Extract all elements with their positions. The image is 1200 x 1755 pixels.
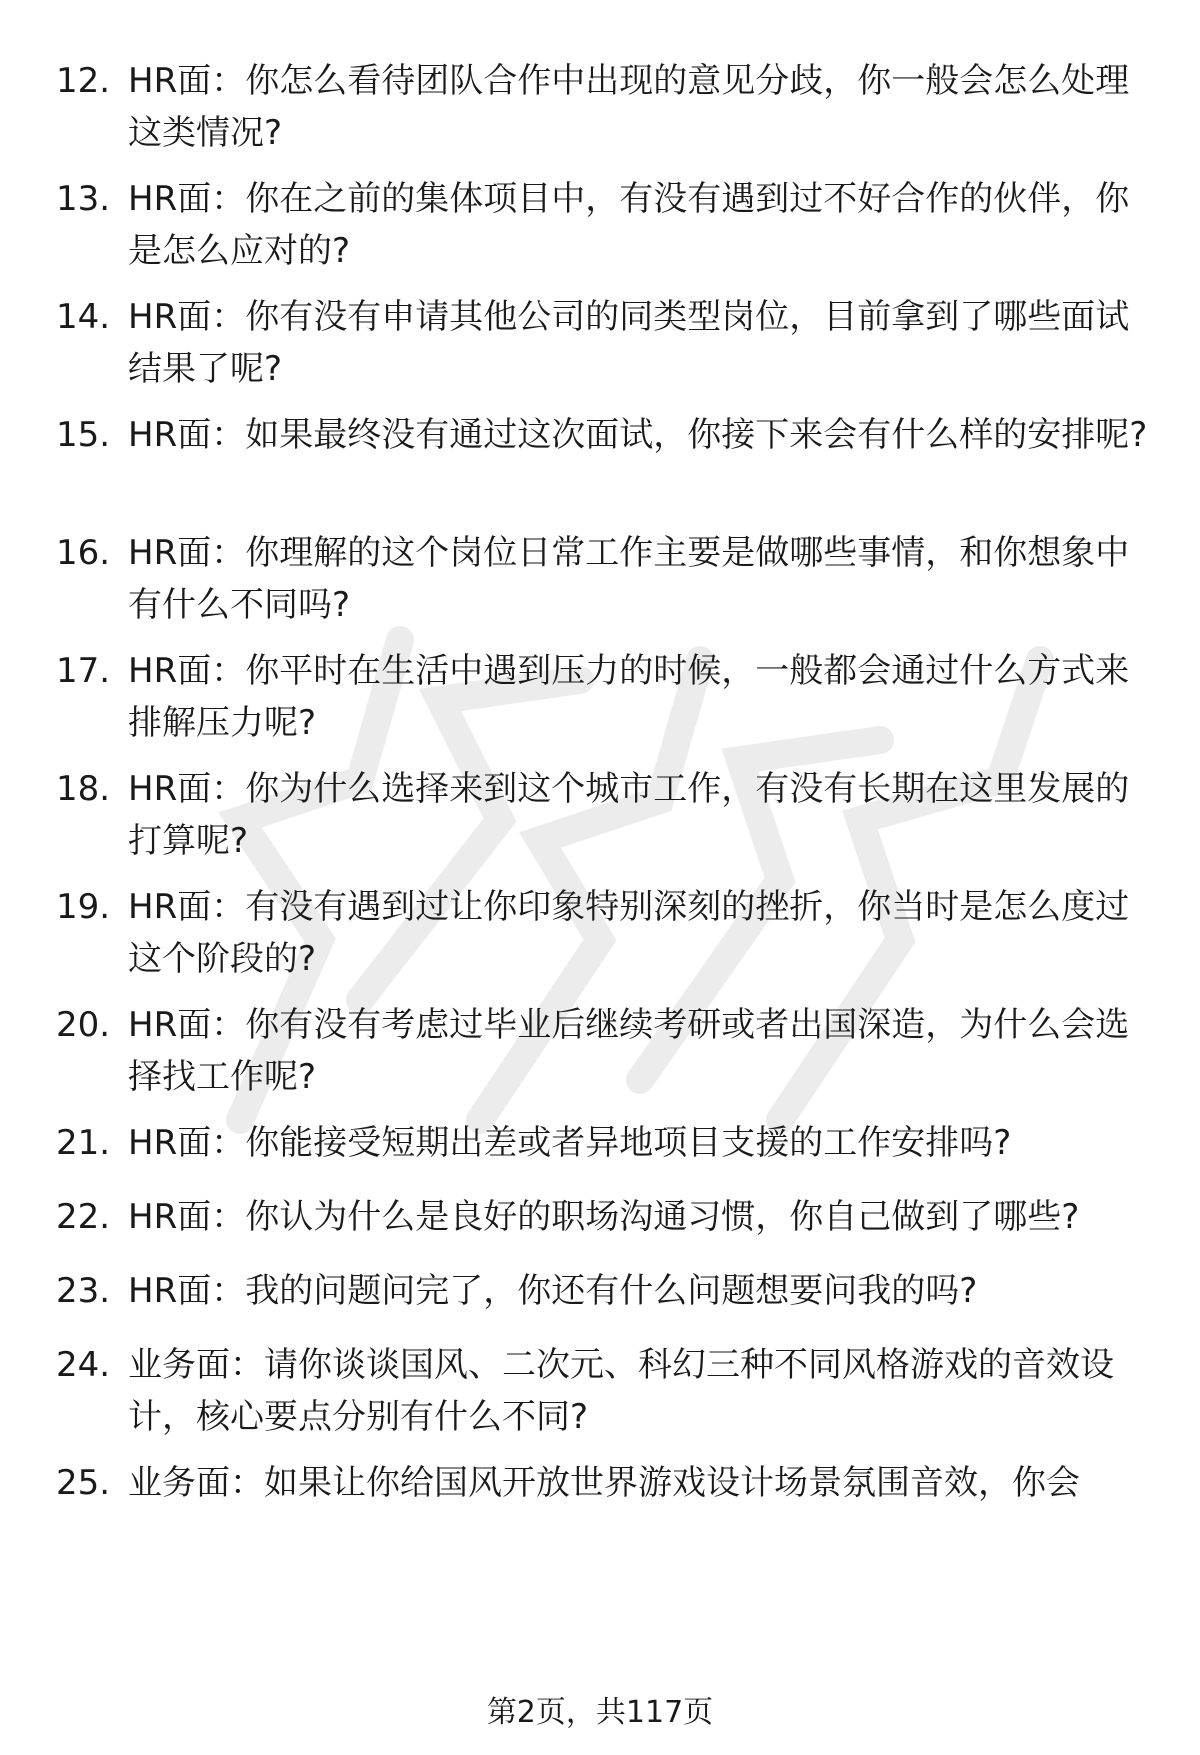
question-text: HR面：你能接受短期出差或者异地项目支援的工作安排吗? [128,1123,1012,1163]
question-number: 19. [56,887,111,927]
question-number: 18. [56,769,111,809]
question-text: HR面：我的问题问完了，你还有什么问题想要问我的吗? [128,1271,978,1311]
question-number: 24. [56,1345,111,1385]
question-number: 25. [56,1463,111,1503]
question-number: 16. [56,533,111,573]
question-text: HR面：你理解的这个岗位日常工作主要是做哪些事情，和你想象中有什么不同吗? [128,533,1130,625]
question-text: HR面：你有没有考虑过毕业后继续考研或者出国深造，为什么会选择找工作呢? [128,1005,1130,1097]
question-number: 14. [56,297,111,337]
question-number: 23. [56,1271,111,1311]
question-text: HR面：如果最终没有通过这次面试，你接下来会有什么样的安排呢? [128,415,1148,455]
question-text: HR面：你怎么看待团队合作中出现的意见分歧，你一般会怎么处理这类情况? [128,61,1130,153]
question-number: 22. [56,1197,111,1237]
question-text: 业务面：如果让你给国风开放世界游戏设计场景氛围音效，你会 [128,1463,1080,1503]
question-text: HR面：你为什么选择来到这个城市工作，有没有长期在这里发展的打算呢? [128,769,1130,861]
question-number: 15. [56,415,111,455]
question-text: 业务面：请你谈谈国风、二次元、科幻三种不同风格游戏的音效设计，核心要点分别有什么不同? [128,1345,1114,1437]
question-text: HR面：有没有遇到过让你印象特别深刻的挫折，你当时是怎么度过这个阶段的? [128,887,1130,979]
question-number: 21. [56,1123,111,1163]
question-text: HR面：你认为什么是良好的职场沟通习惯，你自己做到了哪些? [128,1197,1080,1237]
question-number: 20. [56,1005,111,1045]
page-footer: 第2页，共117页 [486,1695,714,1730]
question-text: HR面：你平时在生活中遇到压力的时候，一般都会通过什么方式来排解压力呢? [128,651,1130,743]
question-number: 12. [56,61,111,101]
question-number: 13. [56,179,111,219]
question-number: 17. [56,651,111,691]
question-text: HR面：你在之前的集体项目中，有没有遇到过不好合作的伙伴，你是怎么应对的? [128,179,1130,271]
question-text: HR面：你有没有申请其他公司的同类型岗位，目前拿到了哪些面试结果了呢? [128,297,1130,389]
